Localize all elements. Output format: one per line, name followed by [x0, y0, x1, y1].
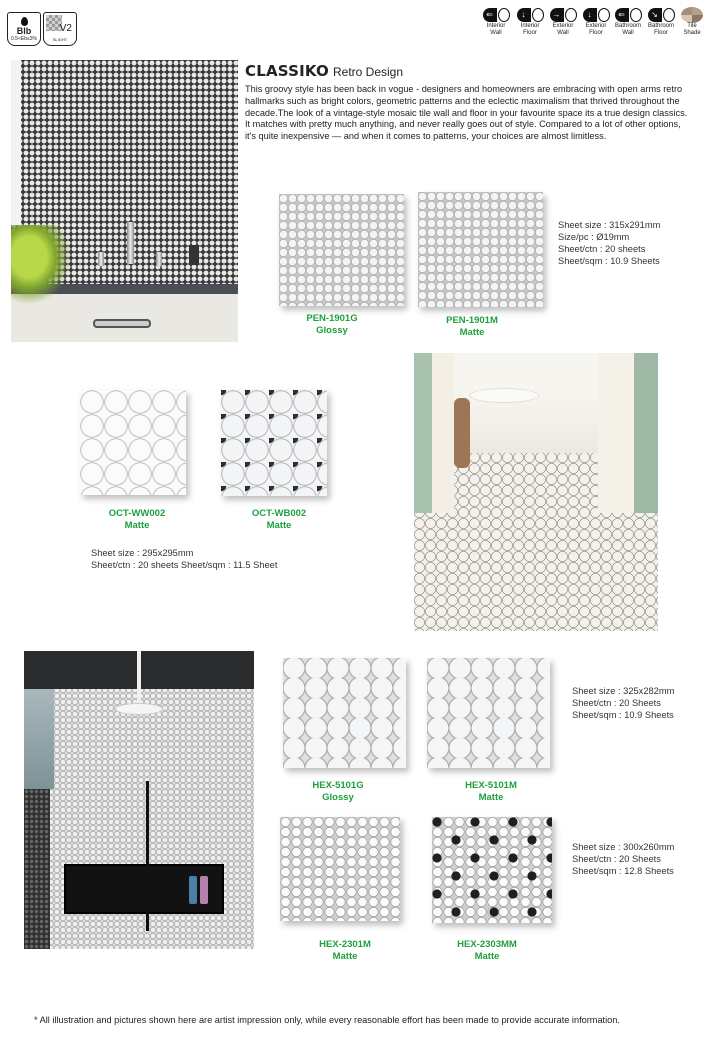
- badge-label: Blb: [16, 26, 32, 36]
- badge-range: 0.5<Eb≤3%: [11, 36, 37, 42]
- hex-small-specs: Sheet size : 300x260mm Sheet/ctn : 20 Sheets Sheet/sqm : 12.8 Sheets: [572, 842, 675, 876]
- exterior-floor-icon: ↓ Exterior Floor: [580, 6, 612, 37]
- bathroom-floor-icon: ↘ Bathroom Floor: [647, 9, 674, 36]
- octagon-floor-photo: [414, 353, 658, 631]
- hex-large-specs: Sheet size : 325x282mm Sheet/ctn : 20 Sheets Sheet/sqm : 10.9 Sheets: [572, 686, 675, 720]
- tile-sample-hex-5101g: [283, 658, 406, 768]
- water-drop-icon: [21, 17, 28, 26]
- tile-sample-oct-wb002: [221, 390, 327, 496]
- tile-sample-hex-5101m: [427, 658, 550, 768]
- product-label: HEX-5101M Matte: [465, 780, 517, 803]
- description: This groovy style has been back in vogue - designers and homeowners are embracing with open arms retro hallmarks such as bright colors, geometric patterns and the eclectic maximalism that thrived throughout the decade.The look of a vintage-style mosaic tile wall and floor in your favourite space its a true design classics. It matches with pretty much anything, and never really goes out of style. Compared to a lot of other options, it's quite inexpensive — and when it comes to patterns, your choices are almost limitless.: [245, 84, 688, 142]
- variation-sub: SLIGHT: [52, 37, 68, 42]
- penny-specs: Sheet size : 315x291mm Size/pc : Ø19mm Sheet/ctn : 20 sheets Sheet/sqm : 10.9 Sheets: [558, 220, 661, 266]
- penny-tile-wall-photo: [11, 60, 238, 342]
- bathroom-wall-icon: ⇐ Bathroom Wall: [614, 9, 641, 36]
- page-title: [245, 62, 403, 80]
- subtitle: Retro Design: [333, 65, 404, 79]
- variation-label: V2: [59, 23, 72, 34]
- product-label: OCT-WB002 Matte: [251, 508, 307, 531]
- brand-name: CLASSIKO: [245, 62, 329, 80]
- tile-shade-icon: Tile Shade: [676, 6, 708, 37]
- tile-sample-pen-1901m: [418, 192, 543, 307]
- shade-variation-badge: [43, 12, 77, 46]
- tile-sample-hex-2301m: [280, 817, 400, 921]
- product-label: OCT-WW002 Matte: [108, 508, 166, 531]
- octagon-specs: Sheet size : 295x295mm Sheet/ctn : 20 sheets Sheet/sqm : 11.5 Sheet: [91, 548, 278, 570]
- interior-wall-icon: ⇐ Interior Wall: [480, 6, 512, 37]
- exterior-wall-icon: → Exterior Wall: [547, 6, 579, 37]
- shower-head-icon: [115, 703, 163, 715]
- interior-floor-icon: ↓ Interior Floor: [514, 6, 546, 37]
- product-label: PEN-1901G Glossy: [306, 313, 358, 336]
- tile-sample-oct-ww002: [80, 390, 186, 495]
- tile-sample-hex-2303mm: [432, 817, 552, 923]
- water-absorption-badge: [7, 12, 41, 46]
- hexagon-shower-photo: [24, 651, 254, 949]
- product-label: HEX-2301M Matte: [319, 939, 371, 962]
- plant-icon: [11, 225, 71, 305]
- dog-icon: [454, 398, 470, 468]
- basin-icon: [93, 319, 151, 328]
- product-label: HEX-5101G Glossy: [312, 780, 364, 803]
- product-label: PEN-1901M Matte: [446, 315, 498, 338]
- disclaimer: * All illustration and pictures shown here are artist impression only, while every reasonable effort has been made to provide accurate information.: [34, 1015, 620, 1025]
- product-label: HEX-2303MM Matte: [457, 939, 517, 962]
- tile-sample-pen-1901g: [279, 194, 404, 306]
